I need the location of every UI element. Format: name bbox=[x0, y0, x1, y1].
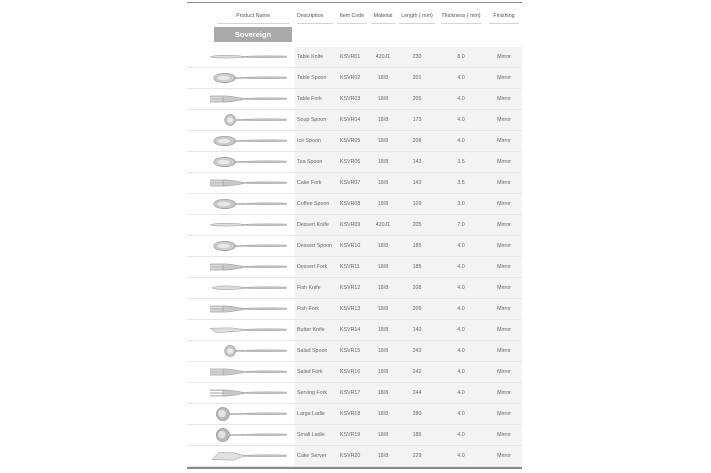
finishing-cell: Mirror bbox=[497, 390, 511, 396]
item-code-cell: KSVR11 bbox=[340, 264, 360, 270]
header-finishing: Finishing bbox=[493, 13, 515, 19]
header-item-code: Item Code bbox=[339, 13, 365, 19]
length-cell: 143 bbox=[412, 180, 422, 186]
table-row bbox=[187, 383, 522, 403]
length-cell: 244 bbox=[412, 390, 422, 396]
length-cell: 280 bbox=[412, 411, 422, 417]
thickness-cell: 8.0 bbox=[457, 54, 465, 60]
finishing-cell: Mirror bbox=[497, 306, 511, 312]
header-underline bbox=[441, 23, 481, 24]
fork-icon bbox=[189, 362, 294, 382]
table-row bbox=[187, 257, 522, 277]
finishing-cell: Mirror bbox=[497, 201, 511, 207]
length-cell: 185 bbox=[412, 264, 422, 270]
finishing-cell: Mirror bbox=[497, 243, 511, 249]
table-row bbox=[187, 89, 522, 109]
length-cell: 185 bbox=[412, 243, 422, 249]
cake-server-icon bbox=[189, 446, 294, 466]
table-row bbox=[187, 152, 522, 172]
table-row bbox=[187, 278, 522, 298]
material-cell: 420J1 bbox=[375, 54, 391, 60]
length-cell: 109 bbox=[412, 201, 422, 207]
top-rule bbox=[187, 2, 522, 3]
header-underline bbox=[489, 23, 519, 24]
product-image bbox=[189, 215, 294, 235]
round-spoon-icon bbox=[189, 341, 294, 361]
finishing-cell: Mirror bbox=[497, 96, 511, 102]
material-cell: 18/8 bbox=[377, 453, 389, 459]
item-code-cell: KSVR18 bbox=[340, 411, 361, 417]
material-cell: 18/8 bbox=[377, 432, 389, 438]
material-cell: 18/8 bbox=[377, 96, 389, 102]
item-code-cell: KSVR20 bbox=[340, 453, 361, 459]
fork-icon bbox=[189, 89, 294, 109]
item-code-cell: KSVR03 bbox=[340, 96, 361, 102]
ladle-icon bbox=[189, 425, 294, 445]
thickness-cell: 4.0 bbox=[457, 453, 465, 459]
item-code-cell: KSVR06 bbox=[340, 159, 361, 165]
description-cell: Tea Spoon bbox=[297, 159, 323, 165]
description-cell: Salad Fork bbox=[297, 369, 323, 375]
item-code-cell: KSVR13 bbox=[340, 306, 361, 312]
item-code-cell: KSVR05 bbox=[340, 138, 361, 144]
butter-knife-icon bbox=[189, 320, 294, 340]
header-product-name: Product Name bbox=[236, 13, 270, 19]
finishing-cell: Mirror bbox=[497, 222, 511, 228]
product-image bbox=[189, 47, 294, 67]
finishing-cell: Mirror bbox=[497, 432, 511, 438]
knife-icon bbox=[189, 47, 294, 67]
length-cell: 242 bbox=[412, 369, 422, 375]
thickness-cell: 4.0 bbox=[457, 369, 465, 375]
table-row bbox=[187, 341, 522, 361]
item-code-cell: KSVR19 bbox=[340, 432, 361, 438]
spoon-icon bbox=[189, 68, 294, 88]
ladle-icon bbox=[189, 404, 294, 424]
length-cell: 143 bbox=[412, 159, 422, 165]
length-cell: 208 bbox=[412, 285, 422, 291]
table-row bbox=[187, 131, 522, 151]
finishing-cell: Mirror bbox=[497, 285, 511, 291]
description-cell: Butter Knife bbox=[297, 327, 325, 333]
header-description: Description bbox=[297, 13, 324, 19]
material-cell: 18/8 bbox=[377, 243, 389, 249]
thickness-cell: 4.0 bbox=[457, 96, 465, 102]
finishing-cell: Mirror bbox=[497, 453, 511, 459]
finishing-cell: Mirror bbox=[497, 411, 511, 417]
header-underline bbox=[337, 23, 367, 24]
material-cell: 420J1 bbox=[375, 222, 391, 228]
description-cell: Cake Server bbox=[297, 453, 327, 459]
thickness-cell: 4.0 bbox=[457, 306, 465, 312]
description-cell: Table Spoon bbox=[297, 75, 327, 81]
table-row bbox=[187, 320, 522, 340]
material-cell: 18/8 bbox=[377, 138, 389, 144]
product-image bbox=[189, 320, 294, 340]
material-cell: 18/8 bbox=[377, 348, 389, 354]
header-underline bbox=[399, 23, 435, 24]
item-code-cell: KSVR12 bbox=[340, 285, 361, 291]
table-row bbox=[187, 404, 522, 424]
thickness-cell: 4.0 bbox=[457, 432, 465, 438]
length-cell: 229 bbox=[412, 453, 422, 459]
fork-icon bbox=[189, 257, 294, 277]
description-cell: Salad Spoon bbox=[297, 348, 328, 354]
serving-fork-icon bbox=[189, 383, 294, 403]
description-cell: Large Ladle bbox=[297, 411, 325, 417]
spoon-icon bbox=[189, 131, 294, 151]
material-cell: 18/8 bbox=[377, 327, 389, 333]
length-cell: 208 bbox=[412, 138, 422, 144]
item-code-cell: KSVR09 bbox=[340, 222, 361, 228]
table-row bbox=[187, 446, 522, 466]
spoon-icon bbox=[189, 194, 294, 214]
thickness-cell: 4.0 bbox=[457, 138, 465, 144]
length-cell: 205 bbox=[412, 96, 422, 102]
item-code-cell: KSVR17 bbox=[340, 390, 361, 396]
table-row bbox=[187, 362, 522, 382]
header-underline bbox=[217, 23, 289, 24]
description-cell: Ice Spoon bbox=[297, 138, 321, 144]
length-cell: 243 bbox=[412, 348, 422, 354]
length-cell: 186 bbox=[412, 432, 422, 438]
thickness-cell: 3.5 bbox=[457, 180, 465, 186]
thickness-cell: 7.0 bbox=[457, 222, 465, 228]
description-cell: Table Fork bbox=[297, 96, 322, 102]
description-cell: Cake Fork bbox=[297, 180, 322, 186]
material-cell: 18/8 bbox=[377, 390, 389, 396]
item-code-cell: KSVR07 bbox=[340, 180, 361, 186]
knife-icon bbox=[189, 215, 294, 235]
length-cell: 205 bbox=[412, 222, 422, 228]
table-row bbox=[187, 236, 522, 256]
table-row bbox=[187, 47, 522, 67]
description-cell: Small Ladle bbox=[297, 432, 325, 438]
thickness-cell: 4.0 bbox=[457, 327, 465, 333]
description-cell: Table Knife bbox=[297, 54, 324, 60]
description-cell: Serving Fork bbox=[297, 390, 328, 396]
material-cell: 18/8 bbox=[377, 285, 389, 291]
item-code-cell: KSVR10 bbox=[340, 243, 361, 249]
product-image bbox=[189, 425, 294, 445]
product-image bbox=[189, 89, 294, 109]
material-cell: 18/8 bbox=[377, 201, 389, 207]
bottom-rule bbox=[187, 467, 522, 469]
fork-icon bbox=[189, 173, 294, 193]
spoon-icon bbox=[189, 152, 294, 172]
header-material: Material bbox=[373, 13, 393, 19]
thickness-cell: 3.0 bbox=[457, 201, 465, 207]
item-code-cell: KSVR14 bbox=[340, 327, 361, 333]
table-row bbox=[187, 215, 522, 235]
table-row bbox=[187, 68, 522, 88]
product-image bbox=[189, 131, 294, 151]
product-image bbox=[189, 404, 294, 424]
product-image bbox=[189, 110, 294, 130]
finishing-cell: Mirror bbox=[497, 327, 511, 333]
finishing-cell: Mirror bbox=[497, 180, 511, 186]
thickness-cell: 4.0 bbox=[457, 117, 465, 123]
item-code-cell: KSVR16 bbox=[340, 369, 361, 375]
round-spoon-icon bbox=[189, 110, 294, 130]
spoon-icon bbox=[189, 236, 294, 256]
collection-title-badge: Sovereign bbox=[214, 27, 292, 42]
item-code-cell: KSVR02 bbox=[340, 75, 361, 81]
product-image bbox=[189, 152, 294, 172]
description-cell: Dessert Fork bbox=[297, 264, 328, 270]
product-image bbox=[189, 383, 294, 403]
product-image bbox=[189, 278, 294, 298]
product-image bbox=[189, 446, 294, 466]
material-cell: 18/8 bbox=[377, 306, 389, 312]
header-underline bbox=[297, 23, 333, 24]
thickness-cell: 4.0 bbox=[457, 390, 465, 396]
finishing-cell: Mirror bbox=[497, 348, 511, 354]
description-cell: Fish Knife bbox=[297, 285, 321, 291]
description-cell: Coffee Spoon bbox=[297, 201, 330, 207]
description-cell: Soup Spoon bbox=[297, 117, 327, 123]
product-image bbox=[189, 362, 294, 382]
description-cell: Dessert Knife bbox=[297, 222, 329, 228]
table-row bbox=[187, 299, 522, 319]
finishing-cell: Mirror bbox=[497, 117, 511, 123]
product-image bbox=[189, 257, 294, 277]
item-code-cell: KSVR01 bbox=[340, 54, 361, 60]
table-row bbox=[187, 425, 522, 445]
finishing-cell: Mirror bbox=[497, 138, 511, 144]
finishing-cell: Mirror bbox=[497, 264, 511, 270]
product-image bbox=[189, 299, 294, 319]
thickness-cell: 4.0 bbox=[457, 285, 465, 291]
header-thickness: Thickness ( mm) bbox=[441, 13, 481, 19]
length-cell: 201 bbox=[412, 75, 422, 81]
material-cell: 18/8 bbox=[377, 117, 389, 123]
product-image bbox=[189, 173, 294, 193]
length-cell: 205 bbox=[412, 306, 422, 312]
finishing-cell: Mirror bbox=[497, 159, 511, 165]
material-cell: 18/8 bbox=[377, 159, 389, 165]
thickness-cell: 4.0 bbox=[457, 411, 465, 417]
table-row bbox=[187, 110, 522, 130]
item-code-cell: KSVR15 bbox=[340, 348, 361, 354]
item-code-cell: KSVR04 bbox=[340, 117, 361, 123]
length-cell: 173 bbox=[412, 117, 422, 123]
thickness-cell: 4.0 bbox=[457, 75, 465, 81]
item-code-cell: KSVR08 bbox=[340, 201, 361, 207]
table-row bbox=[187, 173, 522, 193]
finishing-cell: Mirror bbox=[497, 75, 511, 81]
product-image bbox=[189, 68, 294, 88]
description-cell: Fish Fork bbox=[297, 306, 320, 312]
material-cell: 18/8 bbox=[377, 369, 389, 375]
material-cell: 18/8 bbox=[377, 411, 389, 417]
thickness-cell: 4.0 bbox=[457, 243, 465, 249]
description-cell: Dessert Spoon bbox=[297, 243, 333, 249]
thickness-cell: 3.5 bbox=[457, 159, 465, 165]
header-underline bbox=[371, 23, 395, 24]
finishing-cell: Mirror bbox=[497, 369, 511, 375]
product-image bbox=[189, 194, 294, 214]
product-image bbox=[189, 236, 294, 256]
length-cell: 140 bbox=[412, 327, 422, 333]
header-length: Length ( mm) bbox=[401, 13, 433, 19]
finishing-cell: Mirror bbox=[497, 54, 511, 60]
fish-knife-icon bbox=[189, 278, 294, 298]
material-cell: 18/8 bbox=[377, 180, 389, 186]
table-row bbox=[187, 194, 522, 214]
fork-icon bbox=[189, 299, 294, 319]
material-cell: 18/8 bbox=[377, 264, 389, 270]
thickness-cell: 4.0 bbox=[457, 348, 465, 354]
thickness-cell: 4.0 bbox=[457, 264, 465, 270]
product-image bbox=[189, 341, 294, 361]
length-cell: 230 bbox=[412, 54, 422, 60]
material-cell: 18/8 bbox=[377, 75, 389, 81]
